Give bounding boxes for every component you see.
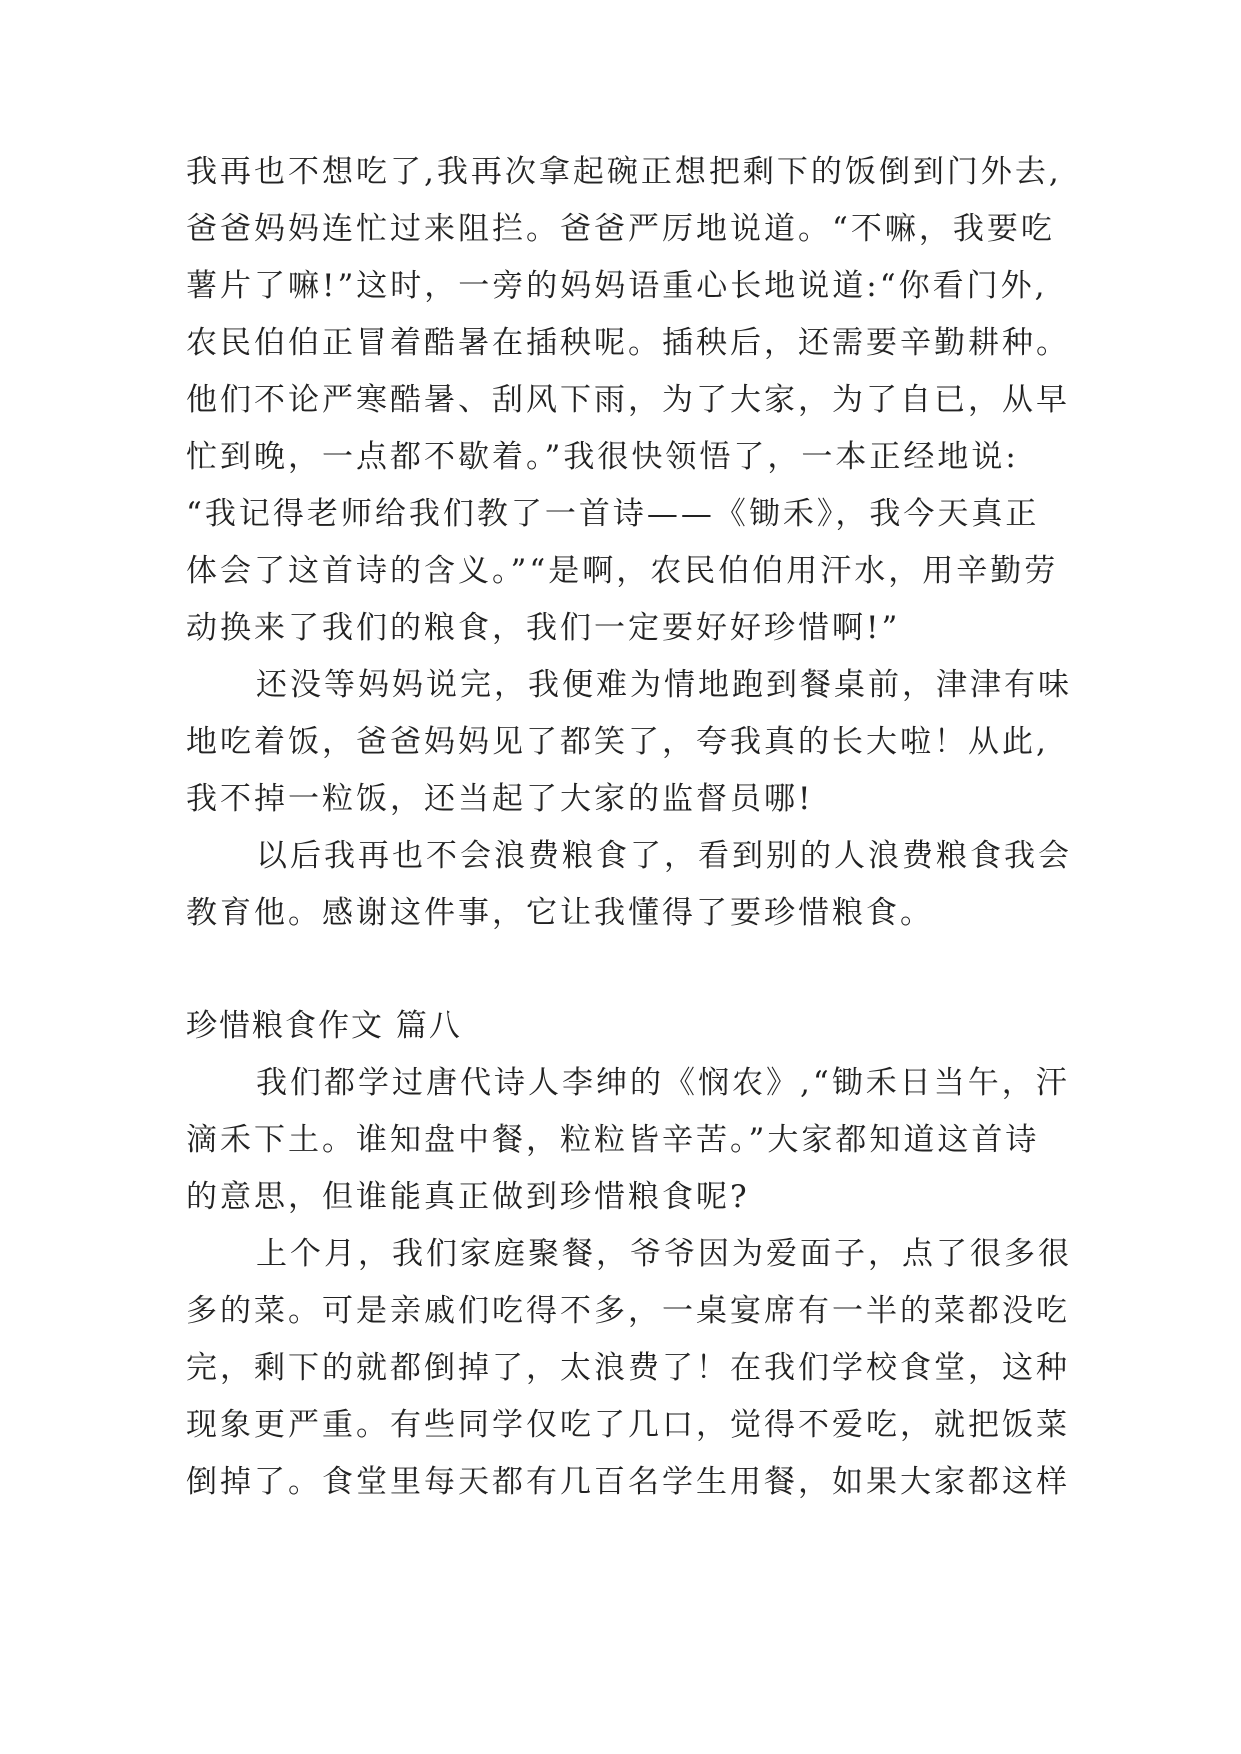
text-line: 滴禾下土。谁知盘中餐，粒粒皆辛苦。”大家都知道这首诗 <box>186 1122 1040 1158</box>
text-line: “我记得老师给我们教了一首诗——《锄禾》，我今天真正 <box>186 496 1040 532</box>
text-line: 薯片了嘛!”这时，一旁的妈妈语重心长地说道:“你看门外, <box>186 268 1048 304</box>
section-heading: 珍惜粮食作文 篇八 <box>186 1008 462 1044</box>
text-line: 地吃着饭，爸爸妈妈见了都笑了，夸我真的长大啦！从此, <box>186 724 1049 760</box>
text-line: 忙到晚，一点都不歇着。”我很快领悟了，一本正经地说: <box>186 439 1019 475</box>
text-line: 体会了这首诗的含义。”“是啊，农民伯伯用汗水，用辛勤劳 <box>186 553 1059 589</box>
text-line: 他们不论严寒酷暑、刮风下雨，为了大家，为了自已，从早 <box>186 382 1070 418</box>
text-line: 我们都学过唐代诗人李绅的《悯农》,“锄禾日当午，汗 <box>256 1065 1070 1101</box>
text-line: 动换来了我们的粮食，我们一定要好好珍惜啊!” <box>186 610 901 646</box>
text-line: 爸爸妈妈连忙过来阻拦。爸爸严厉地说道。“不嘛，我要吃 <box>186 211 1055 247</box>
text-line: 上个月，我们家庭聚餐，爷爷因为爱面子，点了很多很 <box>256 1236 1072 1272</box>
text-line: 我再也不想吃了,我再次拿起碗正想把剩下的饭倒到门外去, <box>186 154 1062 190</box>
text-line: 的意思，但谁能真正做到珍惜粮食呢? <box>186 1179 750 1215</box>
text-line: 完，剩下的就都倒掉了，太浪费了！在我们学校食堂，这种 <box>186 1350 1070 1386</box>
text-line: 以后我再也不会浪费粮食了，看到别的人浪费粮食我会 <box>256 838 1072 874</box>
text-line: 我不掉一粒饭，还当起了大家的监督员哪! <box>186 781 814 817</box>
text-line: 农民伯伯正冒着酷暑在插秧呢。插秧后，还需要辛勤耕种。 <box>186 325 1070 361</box>
text-line: 多的菜。可是亲戚们吃得不多，一桌宴席有一半的菜都没吃 <box>186 1293 1070 1329</box>
text-line: 现象更严重。有些同学仅吃了几口，觉得不爱吃，就把饭菜 <box>186 1407 1070 1443</box>
text-line: 倒掉了。食堂里每天都有几百名学生用餐，如果大家都这样 <box>186 1464 1070 1500</box>
text-line: 教育他。感谢这件事，它让我懂得了要珍惜粮食。 <box>186 895 934 931</box>
text-line: 还没等妈妈说完，我便难为情地跑到餐桌前，津津有味 <box>256 667 1072 703</box>
